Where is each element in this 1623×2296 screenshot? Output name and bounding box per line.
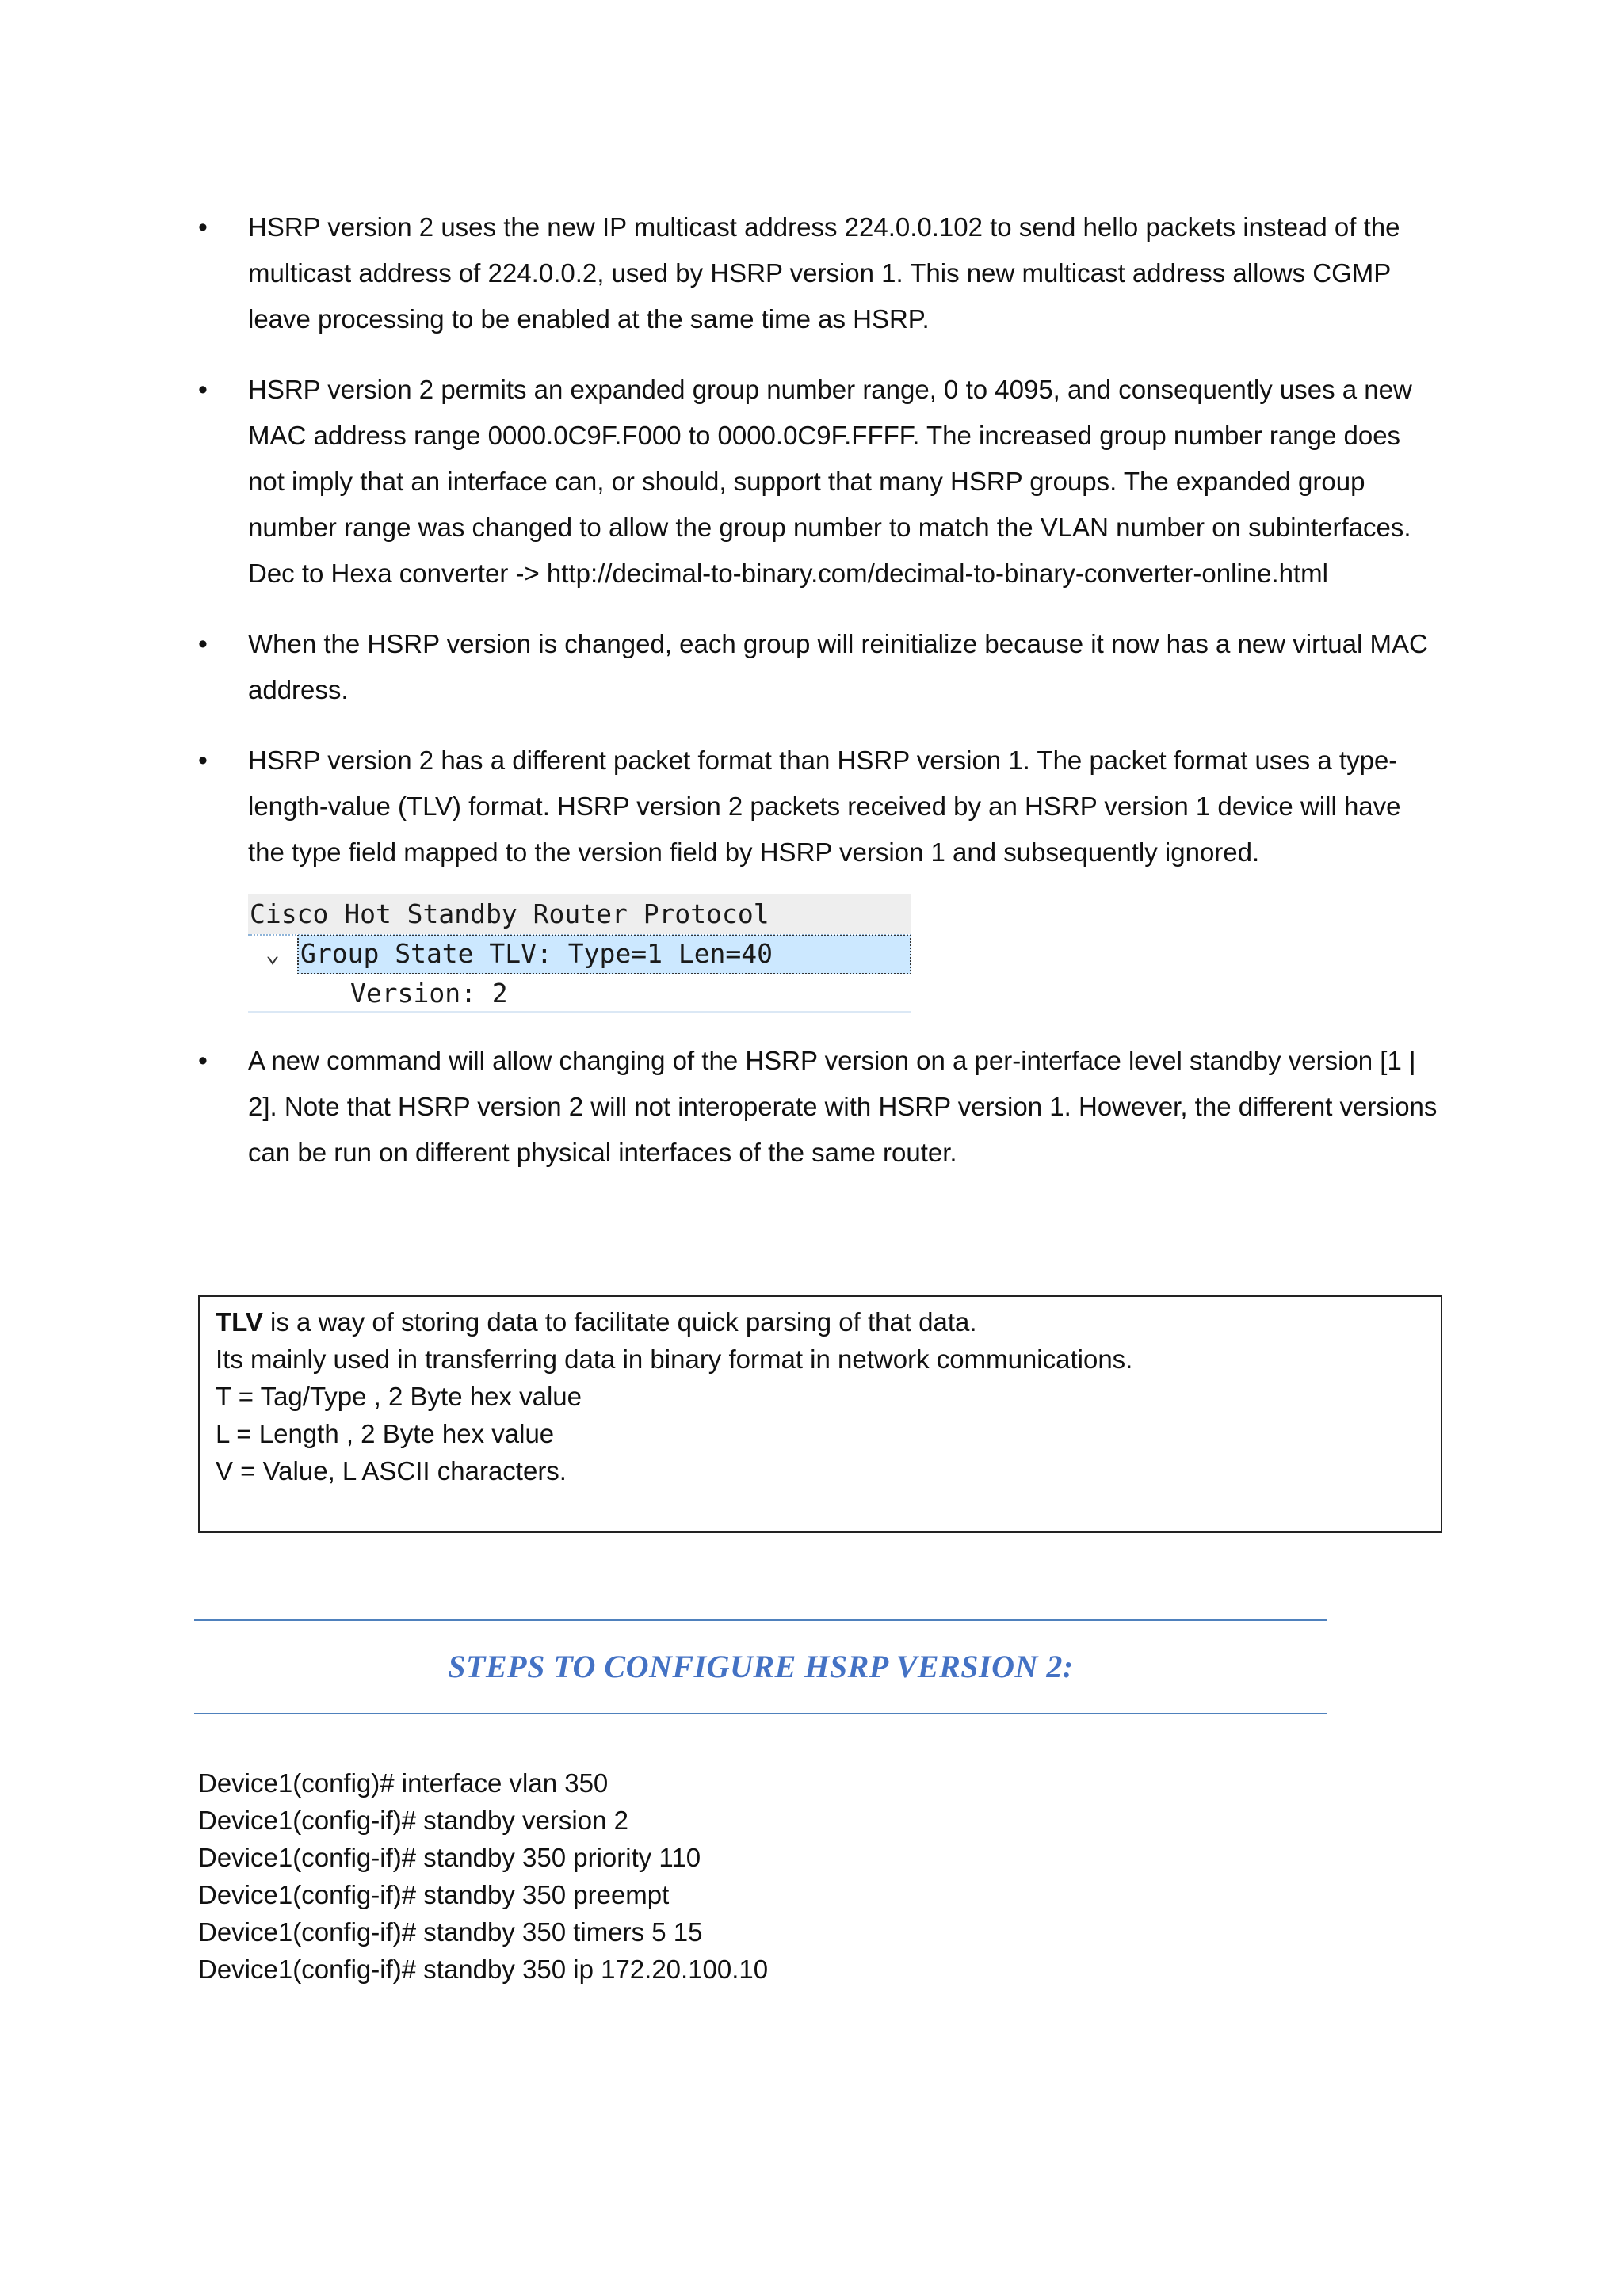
bullet-text: • HSRP version 2 permits an expanded group number range, 0 to 4095, and consequently uses a new MAC address range 0000.0C9F.F000 to 0000.0C9F.FFFF. The increased group number range does not imply that an interface can, or should, support that many HSRP groups. The expanded group number range was changed to allow the group number to match the VLAN number on subinterfaces. Dec to Hexa converter -> http://decimal-to-binary.com/decimal-to-binary-converter-online.html xyxy=(248,375,1412,588)
command-line: Device1(config)# interface vlan 350 xyxy=(198,1768,609,1798)
chevron-down-icon: ⌄ xyxy=(265,940,281,968)
tlv-definition-box xyxy=(198,1295,1442,1533)
command-line: Device1(config-if)# standby version 2 xyxy=(198,1806,628,1835)
command-line: Device1(config-if)# standby 350 timers 5 15 xyxy=(198,1917,703,1947)
tree-version-field: Version: 2 xyxy=(248,974,911,1013)
config-commands xyxy=(198,1764,768,1988)
tree-group-label: Group State TLV: Type=1 Len=40 xyxy=(297,935,911,974)
tlv-term: TLV xyxy=(216,1307,263,1337)
tlv-line: L = Length , 2 Byte hex value xyxy=(216,1419,555,1448)
bullet-item xyxy=(198,1038,1442,1176)
tree-header: Cisco Hot Standby Router Protocol xyxy=(248,894,911,934)
bullet-list xyxy=(198,204,1442,1200)
command-line: Device1(config-if)# standby 350 preempt xyxy=(198,1880,670,1909)
command-line: Device1(config-if)# standby 350 priority 110 xyxy=(198,1843,701,1872)
bullet-item xyxy=(198,204,1442,342)
bullet-text: • HSRP version 2 has a different packet format than HSRP version 1. The packet format uses a type-length-value (TLV) format. HSRP version 2 packets received by an HSRP version 1 device will have the type field mapped to the version field by HSRP version 1 and subsequently ignored. xyxy=(248,746,1401,867)
tlv-line: Its mainly used in transferring data in binary format in network communications. xyxy=(216,1344,1133,1374)
bullet-item xyxy=(198,621,1442,713)
protocol-tree-screenshot xyxy=(248,894,911,1013)
tree-group-row xyxy=(248,934,911,974)
tlv-line: V = Value, L ASCII characters. xyxy=(216,1456,567,1486)
bullet-text: • When the HSRP version is changed, each group will reinitialize because it now has a new virtual MAC address. xyxy=(248,629,1428,704)
bullet-text: • HSRP version 2 uses the new IP multicast address 224.0.0.102 to send hello packets instead of the multicast address of 224.0.0.2, used by HSRP version 1. This new multicast address allows CGMP leave processing to be enabled at the same time as HSRP. xyxy=(248,212,1400,334)
tlv-definition: is a way of storing data to facilitate quick parsing of that data. xyxy=(262,1307,977,1337)
bullet-text: • A new command will allow changing of the HSRP version on a per-interface level standby version [1 | 2]. Note that HSRP version 2 will not interoperate with HSRP version 1. However, the different versions can be run on different physical interfaces of the same router. xyxy=(248,1046,1438,1167)
command-line: Device1(config-if)# standby 350 ip 172.20.100.10 xyxy=(198,1955,769,1984)
bullet-item xyxy=(198,367,1442,597)
bullet-item xyxy=(198,738,1442,1013)
section-heading: STEPS TO CONFIGURE HSRP VERSION 2: xyxy=(194,1619,1327,1714)
tlv-line: T = Tag/Type , 2 Byte hex value xyxy=(216,1382,582,1411)
tlv-line xyxy=(216,1303,1425,1341)
